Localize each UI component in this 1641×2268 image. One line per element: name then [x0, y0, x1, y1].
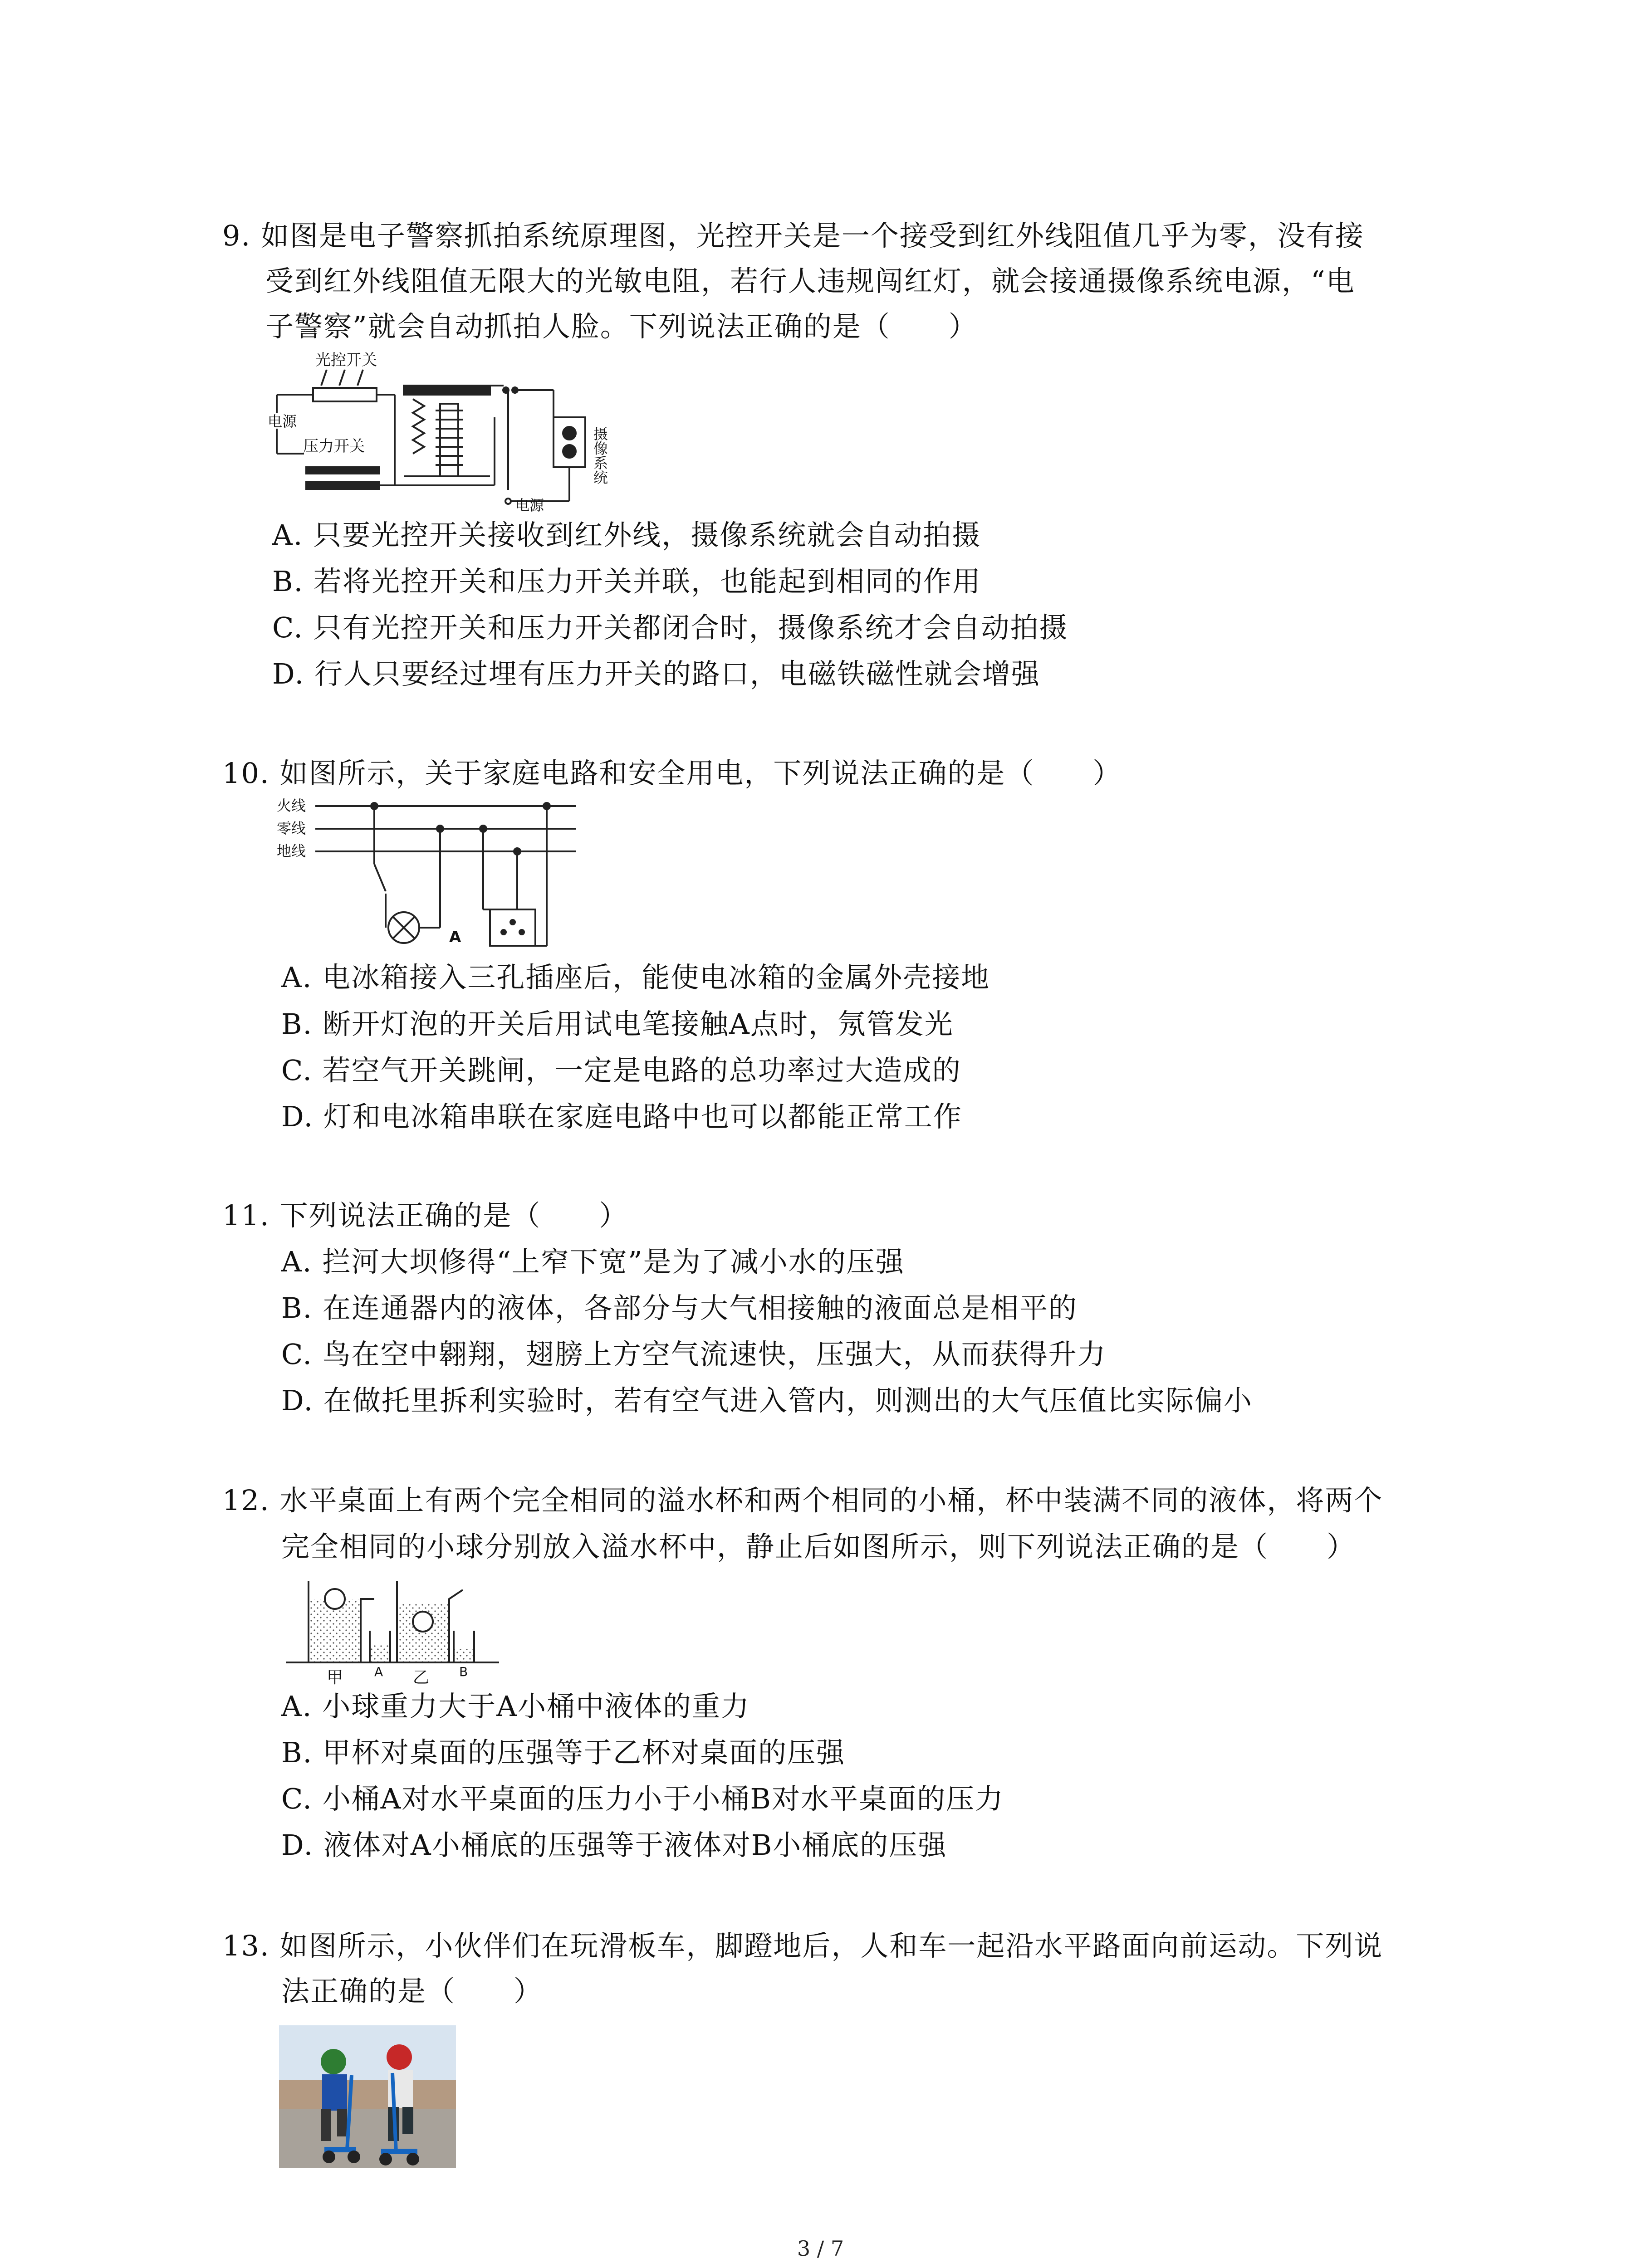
q9-stem-line-3: 子警察”就会自动抓拍人脸。下列说法正确的是（ ） [265, 310, 978, 343]
q12-option-a: A. 小球重力大于A小桶中液体的重力 [281, 1690, 750, 1723]
q9-pressure-switch-label: 压力开关 [303, 437, 365, 455]
q9-pressure-switch [306, 467, 379, 474]
q12-label-a: A [374, 1664, 383, 1679]
q12-ball-jia [325, 1589, 345, 1609]
q9-light-switch [313, 388, 377, 401]
q10-lamp-switch [374, 864, 386, 891]
q9-power-left-label: 电源 [268, 413, 297, 430]
q10-point-a-label: A [449, 928, 461, 946]
q10-option-c: C. 若空气开关跳闸，一定是电路的总功率过大造成的 [281, 1054, 961, 1087]
q12-option-d: D. 液体对A小桶底的压强等于液体对B小桶底的压强 [281, 1828, 947, 1862]
q11-stem-line-1 [222, 1198, 628, 1234]
q12-label-yi: 乙 [413, 1668, 430, 1685]
q9-stem-line-1 [222, 218, 1364, 254]
q13-scooter-photo [279, 2025, 456, 2168]
q13-stem-line-1 [222, 1928, 1383, 1964]
q13-helmet-red [387, 2044, 412, 2070]
q9-number: 9. [222, 219, 251, 252]
q9-stem-line-2: 受到红外线阻值无限大的光敏电阻，若行人违规闯红灯，就会接通摄像系统电源，“电 [265, 264, 1355, 298]
q10-household-circuit-figure [277, 796, 594, 950]
q9-option-c: C. 只有光控开关和压力开关都闭合时，摄像系统才会自动拍摄 [272, 611, 1068, 644]
q9-camera-label: 摄像系统 [591, 426, 608, 484]
q11-option-a: A. 拦河大坝修得“上窄下宽”是为了减小水的压强 [281, 1245, 905, 1278]
q12-option-c: C. 小桶A对水平桌面的压力小于小桶B对水平桌面的压力 [281, 1782, 1004, 1815]
q13-helmet-green [321, 2049, 346, 2074]
q10-stem-text-1: 如图所示，关于家庭电路和安全用电，下列说法正确的是（ ） [279, 757, 1122, 790]
q11-option-c: C. 鸟在空中翱翔，翅膀上方空气流速快，压强大，从而获得升力 [281, 1338, 1107, 1371]
q9-light-switch-label: 光控开关 [315, 351, 377, 369]
q9-option-d: D. 行人只要经过埋有压力开关的路口，电磁铁磁性就会增强 [272, 657, 1040, 690]
q9-spring [413, 399, 424, 454]
q10-stem-line-1 [222, 755, 1122, 792]
q11-option-d: D. 在做托里拆利实验时，若有空气进入管内，则测出的大气压值比实际偏小 [281, 1384, 1253, 1417]
q12-number: 12. [222, 1484, 270, 1517]
q10-ground-label: 地线 [277, 842, 306, 860]
q10-three-hole-socket [490, 909, 535, 946]
q13-number: 13. [222, 1929, 270, 1962]
q9-power-bottom-label: 电源 [515, 497, 544, 514]
q12-stem-line-1 [222, 1482, 1383, 1519]
q9-camera-box [554, 417, 585, 467]
q12-option-b: B. 甲杯对桌面的压强等于乙杯对桌面的压强 [281, 1736, 845, 1769]
q9-option-b: B. 若将光控开关和压力开关并联，也能起到相同的作用 [272, 565, 981, 598]
q12-ball-yi [413, 1612, 433, 1632]
q11-option-b: B. 在连通器内的液体，各部分与大气相接触的液面总是相平的 [281, 1291, 1078, 1325]
q10-option-a: A. 电冰箱接入三孔插座后，能使电冰箱的金属外壳接地 [281, 961, 990, 994]
q12-label-jia: 甲 [327, 1668, 343, 1685]
q9-circuit-figure [263, 349, 662, 517]
q10-neutral-label: 零线 [277, 820, 306, 837]
q10-option-b: B. 断开灯泡的开关后用试电笔接触A点时，氖管发光 [281, 1007, 954, 1041]
q9-option-a: A. 只要光控开关接收到红外线，摄像系统就会自动拍摄 [272, 518, 981, 552]
q10-option-d: D. 灯和电冰箱串联在家庭电路中也可以都能正常工作 [281, 1100, 962, 1133]
q12-overflow-cup-figure [281, 1572, 504, 1685]
q9-stem-text-1: 如图是电子警察抓拍系统原理图，光控开关是一个接受到红外线阻值几乎为零，没有接 [260, 219, 1364, 252]
q12-stem-text-1: 水平桌面上有两个完全相同的溢水杯和两个相同的小桶，杯中装满不同的液体，将两个 [279, 1484, 1383, 1517]
q13-stem-text-1: 如图所示，小伙伴们在玩滑板车，脚蹬地后，人和车一起沿水平路面向前运动。下列说 [279, 1929, 1383, 1962]
q12-stem-line-2: 完全相同的小球分别放入溢水杯中，静止后如图所示，则下列说法正确的是（ ） [281, 1530, 1356, 1563]
q11-stem-text-1: 下列说法正确的是（ ） [279, 1199, 628, 1232]
q13-stem-line-2: 法正确的是（ ） [281, 1975, 543, 2008]
q11-number: 11. [222, 1199, 270, 1232]
q10-live-label: 火线 [277, 797, 306, 814]
page-number: 3 / 7 [797, 2236, 844, 2261]
q12-label-b: B [459, 1664, 468, 1679]
q9-armature [404, 386, 490, 395]
q10-number: 10. [222, 757, 270, 790]
